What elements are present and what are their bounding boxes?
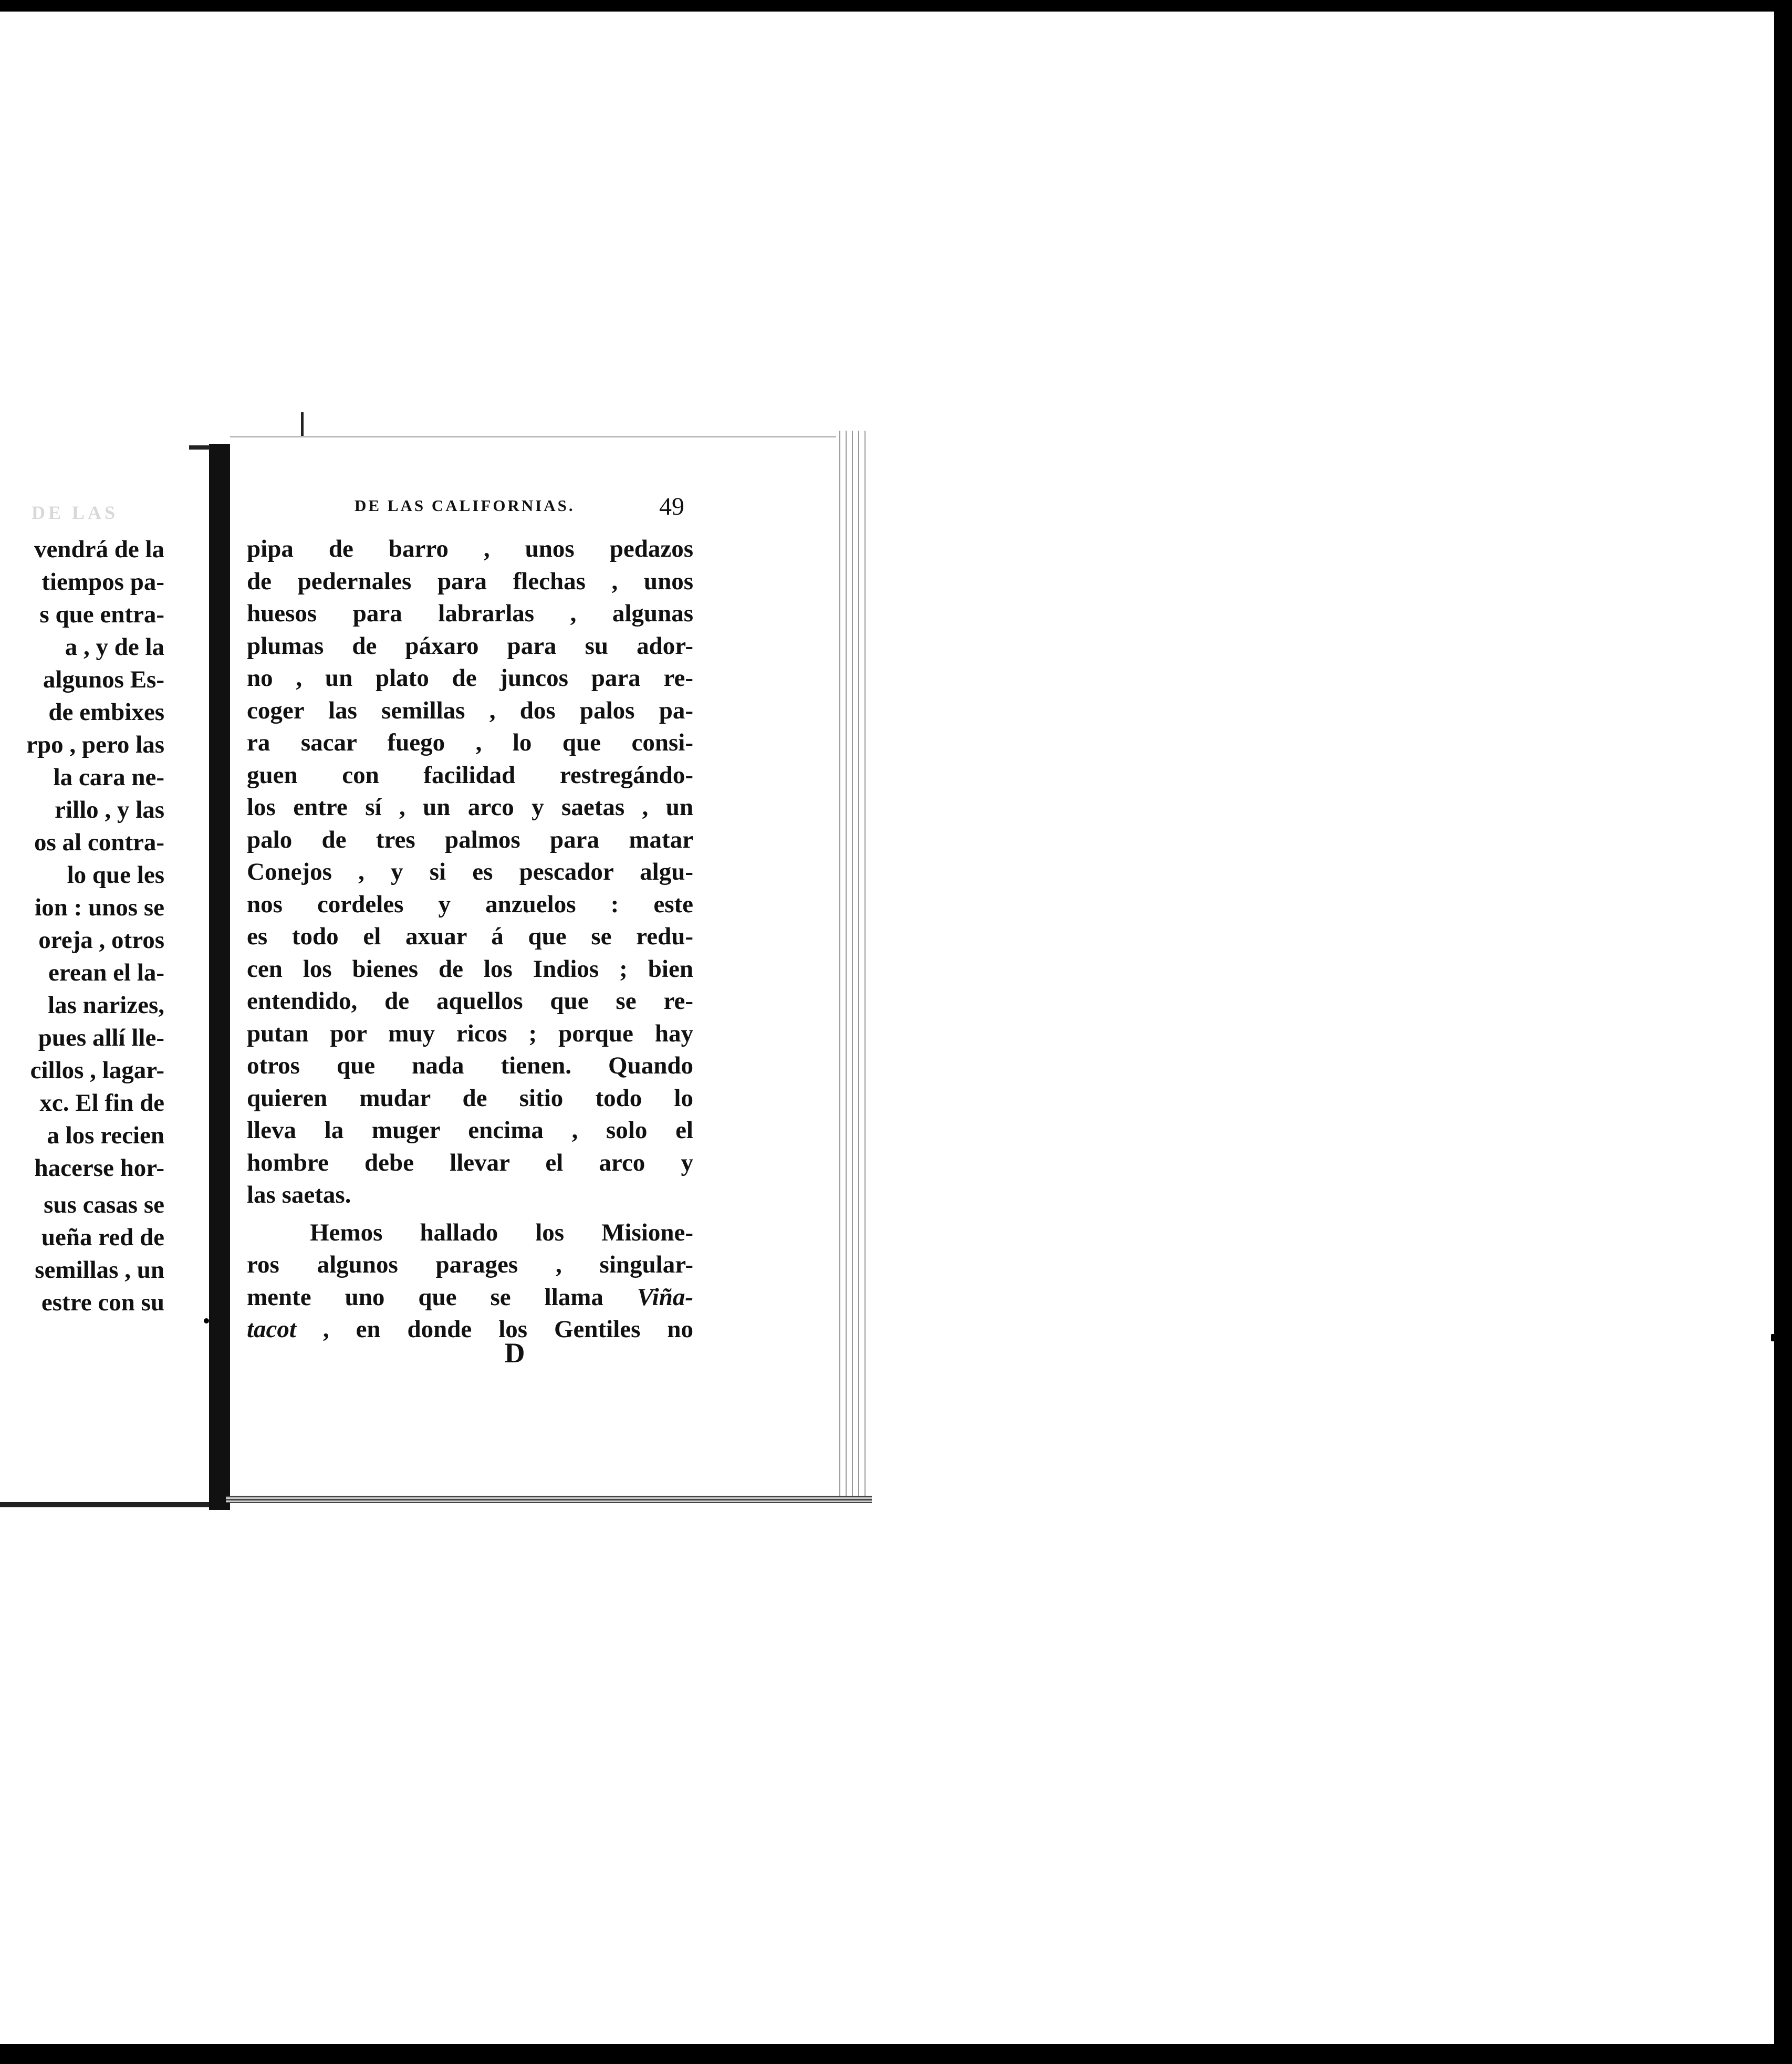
scan-speck — [204, 1318, 209, 1323]
text-line — [247, 1314, 693, 1346]
left-running-head: DE LAS — [32, 502, 119, 523]
left-line: las narizes, — [48, 992, 164, 1019]
left-page-text — [0, 533, 164, 1319]
left-line: a , y de la — [65, 633, 164, 661]
text-line: coger las semillas , dos palos pa- — [247, 696, 693, 724]
text-line: otros que nada tienen. Quando — [247, 1052, 693, 1079]
text-line: es todo el axuar á que se redu- — [247, 923, 693, 950]
text-line: cen los bienes de los Indios ; bien — [247, 955, 693, 983]
text-line: entendido, de aquellos que se re- — [247, 987, 693, 1015]
book-gutter — [209, 444, 230, 1510]
left-page-bottom-edge — [0, 1502, 209, 1507]
left-line: ueña red de — [41, 1224, 164, 1251]
left-line: rpo , pero las — [26, 731, 164, 758]
text-line: pipa de barro , unos pedazos — [247, 535, 693, 562]
left-line: os al contra- — [34, 829, 164, 856]
page-body-text — [247, 533, 693, 1346]
left-line: tiempos pa- — [41, 568, 164, 596]
left-line: erean el la- — [48, 959, 164, 986]
left-line: de embixes — [48, 699, 164, 726]
text-fragment: mente uno que se llama — [247, 1283, 603, 1311]
text-line: palo de tres palmos para matar — [247, 826, 693, 853]
text-line — [247, 1281, 693, 1314]
left-line: oreja , otros — [38, 926, 164, 954]
text-line: Conejos , y si es pescador algu- — [247, 858, 693, 885]
scan-speck — [1771, 1334, 1775, 1341]
page-number: 49 — [659, 493, 684, 520]
left-line: s que entra- — [39, 601, 164, 628]
left-line: semillas , un — [35, 1256, 164, 1284]
text-line: lleva la muger encima , solo el — [247, 1117, 693, 1144]
left-line: algunos Es- — [43, 666, 164, 693]
page-bottom-edge — [226, 1496, 872, 1503]
text-line: las saetas. — [247, 1181, 351, 1208]
text-line: los entre sí , un arco y saetas , un — [247, 794, 693, 821]
text-line: hombre debe llevar el arco y — [247, 1149, 693, 1176]
left-line: ion : unos se — [35, 894, 164, 921]
left-line: lo que les — [67, 861, 164, 889]
text-line: plumas de páxaro para su ador- — [247, 632, 693, 660]
text-line: de pedernales para flechas , unos — [247, 567, 693, 595]
signature-mark: D — [504, 1337, 525, 1369]
place-name-italic: Viña- — [637, 1283, 694, 1311]
left-line: rillo , y las — [55, 796, 164, 823]
gutter-mark — [189, 445, 210, 450]
left-line: a los recien — [47, 1122, 164, 1149]
left-line: cillos , lagar- — [30, 1057, 164, 1084]
left-line: estre con su — [41, 1289, 164, 1316]
text-line: putan por muy ricos ; porque hay — [247, 1019, 693, 1047]
text-fragment: , en donde los Gentiles no — [322, 1316, 693, 1343]
left-page — [0, 449, 209, 1507]
text-line: ra sacar fuego , lo que consi- — [247, 729, 693, 756]
place-name-italic: tacot — [247, 1316, 296, 1343]
left-line: xc. El fin de — [39, 1089, 164, 1117]
running-head: DE LAS CALIFORNIAS. — [355, 496, 575, 515]
text-line: nos cordeles y anzuelos : este — [247, 890, 693, 918]
text-line: quieren mudar de sitio todo lo — [247, 1084, 693, 1112]
text-line: no , un plato de juncos para re- — [247, 664, 693, 692]
text-line: ros algunos parages , singular- — [247, 1251, 693, 1278]
page-edge-stack — [836, 431, 869, 1497]
left-line: sus casas se — [44, 1191, 164, 1218]
text-line: guen con facilidad restregándo- — [247, 761, 693, 789]
left-line: la cara ne- — [53, 764, 164, 791]
text-line: Hemos hallado los Misione- — [310, 1218, 693, 1246]
left-line: hacerse hor- — [34, 1154, 164, 1182]
left-line: vendrá de la — [34, 536, 164, 563]
left-line: pues allí lle- — [38, 1024, 164, 1051]
text-line: huesos para labrarlas , algunas — [247, 600, 693, 627]
